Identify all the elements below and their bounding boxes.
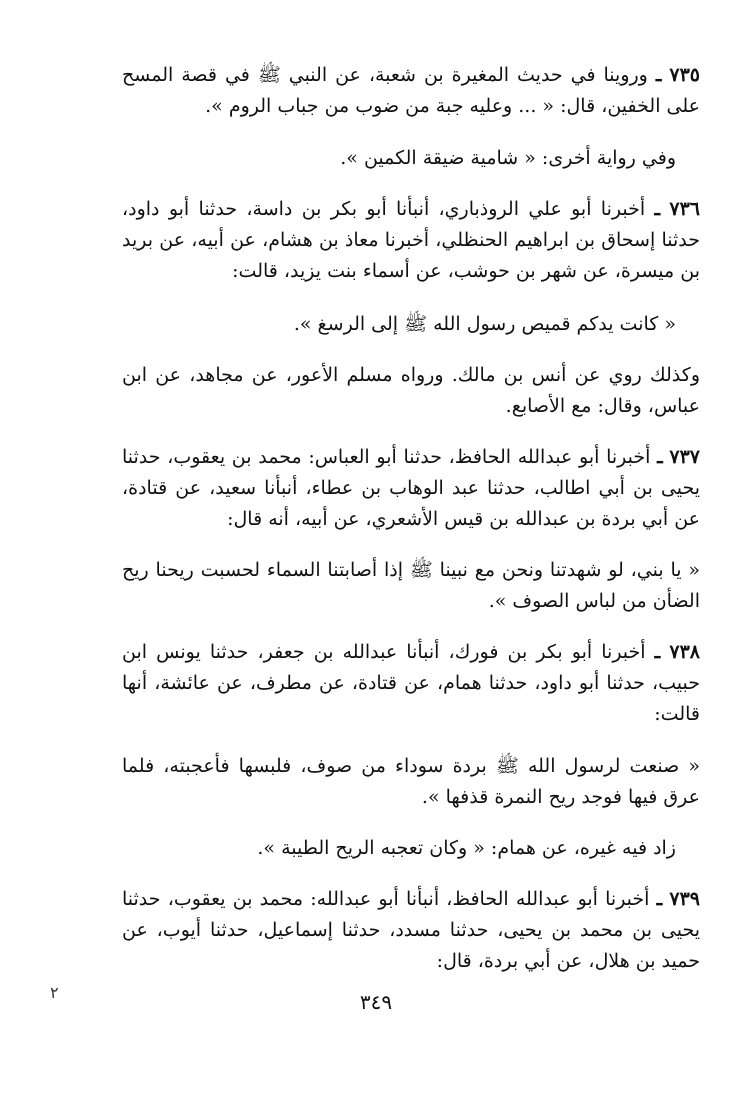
page-number: ٣٤٩ — [359, 990, 393, 1014]
hadith-number: ٧٣٥ — [669, 64, 700, 86]
hadith-number: ٧٣٧ — [669, 446, 701, 468]
hadith-dash: ـ — [654, 641, 661, 663]
hadith-text: أخبرنا أبو عبدالله الحافظ، حدثنا أبو العباس: محمد بن يعقوب، حدثنا يحيى بن أبي اطالب، حدثنا عبد الوهاب بن عطاء، أنبأنا سعيد، عن قتادة، عن أبي بردة بن عبدالله بن قيس الأشعري، عن أبيه، أنه قال: — [122, 446, 700, 530]
hadith-number: ٧٣٩ — [669, 888, 700, 910]
hadith-738 — [122, 637, 700, 730]
hadith-text: أخبرنا أبو علي الروذباري، أنبأنا أبو بكر بن داسة، حدثنا أبو داود، حدثنا إسحاق بن ابراهيم الحنظلي، أخبرنا معاذ بن هشام، عن أبيه، عن بريد بن ميسرة، عن شهر بن حوشب، عن أسماء بنت يزيد، قالت: — [122, 198, 700, 282]
hadith-quote — [122, 555, 700, 617]
hadith-736 — [122, 194, 700, 287]
hadith-number: ٧٣٦ — [669, 198, 700, 220]
margin-mark: ٢ — [50, 983, 59, 1002]
paragraph-text: « يا بني، لو شهدتنا ونحن مع نبينا ﷺ إذا أصابتنا السماء لحسبت ريحنا ريح الضأن من لباس الصوف ». — [122, 559, 700, 612]
hadith-dash: ـ — [657, 446, 663, 468]
hadith-text: أخبرنا أبو بكر بن فورك، أنبأنا عبدالله بن جعفر، حدثنا يونس ابن حبيب، حدثنا أبو داود، حدثنا همام، عن قتادة، عن مطرف، عن عائشة، أنها قالت: — [122, 641, 700, 725]
paragraph-text: وكذلك روي عن أنس بن مالك. ورواه مسلم الأعور، عن مجاهد، عن ابن عباس، وقال: مع الأصابع. — [122, 364, 700, 417]
hadith-text: وروينا في حديث المغيرة بن شعبة، عن النبي ﷺ في قصة المسح على الخفين، قال: « ... وعليه جبة من ضوب من جباب الروم ». — [122, 64, 700, 117]
hadith-quote — [122, 309, 700, 340]
hadith-text: أخبرنا أبو عبدالله الحافظ، أنبأنا أبو عبدالله: محمد بن يعقوب، حدثنا يحيى بن محمد بن يحيى، حدثنا مسدد، حدثنا إسماعيل، حدثنا أيوب، عن حميد بن هلال، عن أبي بردة، قال: — [122, 888, 700, 972]
hadith-number: ٧٣٨ — [669, 641, 700, 663]
paragraph-text: « كانت يدكم قميص رسول الله ﷺ إلى الرسغ ». — [293, 313, 676, 335]
variant-narration — [122, 143, 700, 174]
paragraph-text: زاد فيه غيره، عن همام: « وكان تعجبه الريح الطيبة ». — [257, 837, 676, 859]
hadith-735 — [122, 60, 700, 122]
hadith-737 — [122, 442, 700, 535]
commentary — [122, 360, 700, 422]
hadith-dash: ـ — [656, 888, 663, 910]
page-body — [122, 52, 700, 1052]
hadith-dash: ـ — [655, 64, 662, 86]
addition-note — [122, 833, 700, 864]
paragraph-text: وفي رواية أخرى: « شامية ضيقة الكمين ». — [340, 147, 676, 169]
hadith-quote — [122, 751, 700, 813]
hadith-dash: ـ — [654, 198, 661, 220]
hadith-739 — [122, 884, 700, 977]
paragraph-text: « صنعت لرسول الله ﷺ بردة سوداء من صوف، فلبسها فأعجبته، فلما عرق فيها فوجد ريح النمرة قذفها ». — [122, 755, 700, 808]
